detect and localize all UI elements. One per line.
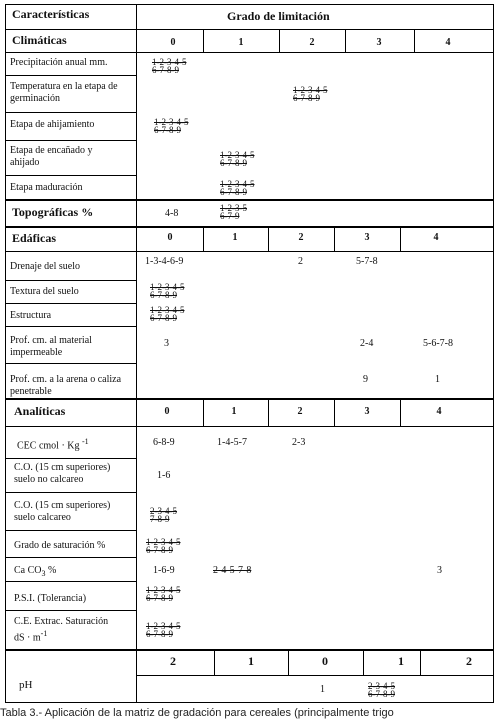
row-label-caco3: Ca $CO_3$ % xyxy=(14,565,57,578)
rule xyxy=(5,175,136,176)
edaphic-col-2: 2 xyxy=(298,232,304,243)
analytic-col-0: 0 xyxy=(164,406,170,417)
rule xyxy=(203,226,204,251)
value-stack: 1-2-3-4-5 6-7-8-9 xyxy=(146,621,181,639)
value-stack: 1-2-3-4-5 6-7-8-9 xyxy=(293,85,328,103)
rule xyxy=(5,458,136,459)
value-stack: 1-2-3-4-5 6-7-8-9 xyxy=(154,117,189,135)
rule xyxy=(5,52,494,53)
rule xyxy=(5,226,494,228)
rule xyxy=(5,492,136,493)
row-label-saturation: Grado de saturación % xyxy=(14,540,106,551)
drainage-value-2: 2 xyxy=(298,256,303,267)
climatic-col-1: 1 xyxy=(238,37,244,48)
edaphic-heading: Edáficas xyxy=(12,231,57,245)
climatic-col-4: 4 xyxy=(445,37,451,48)
analytic-col-1: 1 xyxy=(231,406,237,417)
value-stack: 1-2-3-4-5 6-7-8-9 xyxy=(220,179,255,197)
rule xyxy=(5,112,136,113)
value-stack: 1-2-3-4-5 6-7-8-9 xyxy=(146,537,181,555)
row-label-co-calcareous: C.O. (15 cm superiores) suelo calcareo xyxy=(14,500,111,523)
row-label-cec: CEC cmol · Kg $^{-1}$ xyxy=(17,437,89,452)
row-label-maturation: Etapa maduración xyxy=(10,182,83,193)
impermeable-value-0: 3 xyxy=(164,338,169,349)
ph-col-2-left: 2 xyxy=(170,654,176,668)
analytic-heading: Analíticas xyxy=(14,404,66,418)
value-stack: 2-3-4-5 7-8-9 xyxy=(150,506,177,524)
rule xyxy=(334,226,335,251)
row-label-structure: Estructura xyxy=(10,310,52,321)
ph-col-1-left: 1 xyxy=(248,654,254,668)
topographic-heading: Topográficas % xyxy=(12,205,94,219)
rule xyxy=(203,29,204,52)
row-label-co-noncalcareous: C.O. (15 cm superiores) suelo no calcareo xyxy=(14,462,111,485)
rule xyxy=(5,326,136,327)
rule xyxy=(268,398,269,426)
rule xyxy=(334,398,335,426)
rule xyxy=(268,226,269,251)
cec-value-2: 2-3 xyxy=(292,437,306,448)
characteristics-heading: Características xyxy=(12,7,90,21)
cec-value-0: 6-8-9 xyxy=(153,437,175,448)
rule xyxy=(5,303,136,304)
climatic-col-2: 2 xyxy=(309,37,315,48)
drainage-value-3: 5-7-8 xyxy=(356,256,378,267)
row-label-psi: P.S.I. (Tolerancia) xyxy=(14,593,87,604)
rule xyxy=(5,280,136,281)
value-stack: 1-2-3-4-5 6-7-8-9 xyxy=(146,585,181,603)
row-label-jointing: Etapa de encañado y ahijado xyxy=(10,145,93,168)
rule xyxy=(420,649,421,675)
caco3-value-0: 1-6-9 xyxy=(153,565,175,576)
value-stack: 1-2-3-4-5 6-7-8-9 xyxy=(150,305,185,323)
edaphic-col-4: 4 xyxy=(433,232,439,243)
ph-value-0: 1 xyxy=(320,684,325,695)
rule xyxy=(400,398,401,426)
impermeable-value-3: 2-4 xyxy=(360,338,374,349)
row-label-impermeable-depth: Prof. cm. al material impermeable xyxy=(10,335,92,358)
row-label-tillering: Etapa de ahijamiento xyxy=(10,119,95,130)
climatic-col-3: 3 xyxy=(376,37,382,48)
rule xyxy=(5,426,494,427)
row-label-texture: Textura del suelo xyxy=(10,286,79,297)
value-stack: 2-3-4-5 6-7-8-9 xyxy=(368,681,395,699)
analytic-col-4: 4 xyxy=(436,406,442,417)
table-caption: Tabla 3.- Aplicación de la matriz de gradación para cereales (principalmente trigo xyxy=(0,707,394,719)
rule xyxy=(136,675,494,676)
ph-col-2-right: 2 xyxy=(466,654,472,668)
cec-value-1: 1-4-5-7 xyxy=(217,437,247,448)
value-stack: 1-2-3-4-5 6-7-8-9 xyxy=(150,282,185,300)
rule xyxy=(5,199,494,201)
rule xyxy=(5,557,136,558)
caco3-value-4: 3 xyxy=(437,565,442,576)
row-label-precipitation: Precipitación anual mm. xyxy=(10,57,108,68)
value-stack: 1-2-3-4-5 6-7-8-9 xyxy=(152,57,187,75)
edaphic-col-1: 1 xyxy=(232,232,238,243)
row-label-drainage: Drenaje del suelo xyxy=(10,261,80,272)
analytic-col-3: 3 xyxy=(364,406,370,417)
rule xyxy=(400,226,401,251)
rule xyxy=(363,649,364,675)
rule xyxy=(5,140,136,141)
value-stack: 1-2-3-4-5 6-7-8-9 xyxy=(220,150,255,168)
rule xyxy=(5,398,494,400)
sand-value-3: 9 xyxy=(363,374,368,385)
climatic-heading: Climáticas xyxy=(12,33,67,47)
value-stack: 1-2-3-5 6-7-9 xyxy=(220,203,247,221)
rule xyxy=(288,649,289,675)
rule xyxy=(279,29,280,52)
rule xyxy=(5,251,494,252)
rule xyxy=(5,29,494,30)
row-label-germination-temp: Temperatura en la etapa de germinación xyxy=(10,81,118,104)
rule xyxy=(203,398,204,426)
rule xyxy=(5,363,136,364)
ph-label: pH xyxy=(19,679,33,691)
sand-value-4: 1 xyxy=(435,374,440,385)
rule xyxy=(345,29,346,52)
rule xyxy=(5,610,136,611)
edaphic-col-3: 3 xyxy=(364,232,370,243)
climatic-col-0: 0 xyxy=(170,37,176,48)
rule xyxy=(414,29,415,52)
rule xyxy=(5,530,136,531)
edaphic-col-0: 0 xyxy=(167,232,173,243)
topographic-value-0: 4-8 xyxy=(165,208,179,219)
row-label-sand-depth: Prof. cm. a la arena o caliza penetrable xyxy=(10,374,122,397)
rule xyxy=(214,649,215,675)
caco3-value-1: 2-4-5-7-8 xyxy=(213,565,252,576)
impermeable-value-4: 5-6-7-8 xyxy=(423,338,453,349)
rule xyxy=(136,4,137,703)
rule xyxy=(5,581,136,582)
rule xyxy=(5,75,136,76)
ph-col-1-right: 1 xyxy=(398,654,404,668)
analytic-col-2: 2 xyxy=(297,406,303,417)
drainage-value-0: 1-3-4-6-9 xyxy=(145,256,184,267)
ph-col-0: 0 xyxy=(322,654,328,668)
grade-heading: Grado de limitación xyxy=(227,9,330,23)
co-noncalc-value-0: 1-6 xyxy=(157,470,171,481)
row-label-ce: C.E. Extrac. Saturación dS · $m^{-1}$ xyxy=(14,616,109,644)
